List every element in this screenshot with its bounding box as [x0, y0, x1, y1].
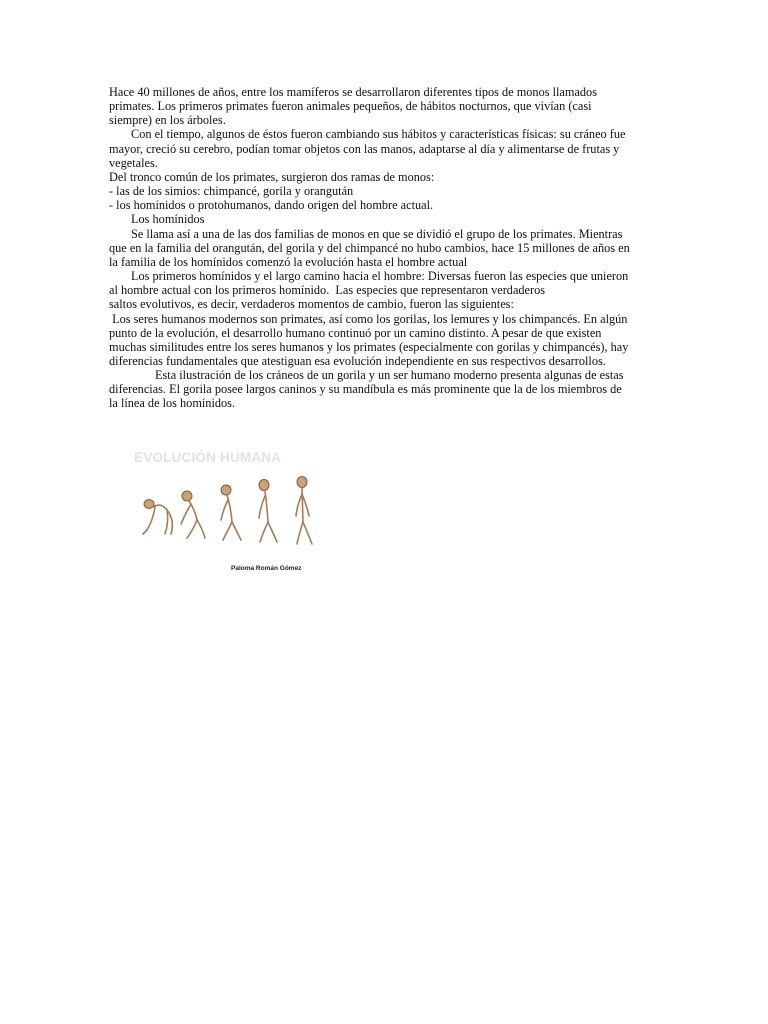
text-line: primates. Los primeros primates fueron animales pequeños, de hábitos nocturnos, que vivían (casi	[109, 99, 592, 114]
text-line: Los seres humanos modernos son primates, así como los gorilas, los lemures y los chimpancés. En algún	[109, 311, 628, 326]
text-line: que en la familia del orangután, del gorila y del chimpancé no hubo cambios, hace 15 millones de años en	[109, 240, 630, 255]
skeleton-figure	[143, 500, 172, 535]
text-line: la familia de los homínidos comenzó la evolución hasta el hombre actual	[109, 254, 468, 269]
text-line: diferencias. El gorila posee largos caninos y su mandíbula es más prominente que la de los miembros de	[109, 382, 622, 397]
text-line: vegetales.	[109, 155, 158, 170]
text-line: Esta ilustración de los cráneos de un gorila y un ser humano moderno presenta algunas de estas	[155, 368, 624, 383]
figure-credit: Paloma Román Gómez	[231, 565, 302, 572]
section-heading: Los homínidos	[131, 212, 205, 227]
text-line: saltos evolutivos, es decir, verdaderos momentos de cambio, fueron las siguientes:	[109, 297, 514, 312]
evolution-figure	[123, 440, 323, 580]
skeleton-figure	[259, 480, 277, 543]
text-line: Los primeros homínidos y el largo camino hacia el hombre: Diversas fueron las especies que unieron	[131, 269, 629, 284]
text-line: Con el tiempo, algunos de éstos fueron cambiando sus hábitos y características físicas: su cráneo fue	[131, 127, 626, 142]
text-line: Se llama así a una de las dos familias de monos en que se dividió el grupo de los primates. Mientras	[131, 226, 623, 241]
text-line: diferencias fundamentales que atestiguan esa evolución independiente en sus respectivos desarrollos.	[109, 353, 606, 368]
document-body	[109, 85, 661, 411]
skeleton-figure	[181, 491, 205, 538]
skeleton-figure	[221, 485, 241, 540]
text-line: - las de los simios: chimpancé, gorila y orangután	[109, 184, 354, 199]
text-line: mayor, creció su cerebro, podían tomar objetos con las manos, adaptarse al día y alimentarse de frutas y	[109, 141, 620, 156]
text-line: Hace 40 millones de años, entre los mamíferos se desarrollaron diferentes tipos de monos llamados	[109, 85, 597, 99]
text-line: muchas similitudes entre los seres humanos y los primates (especialmente con gorilas y chimpancés), hay	[109, 339, 629, 354]
text-line: siempre) en los árboles.	[109, 113, 226, 128]
text-line: al hombre actual con los primeros homínido. Las especies que representaron verdaderos	[109, 283, 546, 298]
text-line: - los homínidos o protohumanos, dando origen del hombre actual.	[109, 198, 434, 213]
text-line: Del tronco común de los primates, surgieron dos ramas de monos:	[109, 169, 435, 184]
text-line: la línea de los homínidos.	[109, 396, 236, 411]
skeleton-figure	[296, 477, 312, 545]
figure-title: EVOLUCIÓN HUMANA	[134, 450, 282, 465]
text-line: punto de la evolución, el desarrollo humano continuó por un camino distinto. A pesar de que existen	[109, 325, 602, 340]
